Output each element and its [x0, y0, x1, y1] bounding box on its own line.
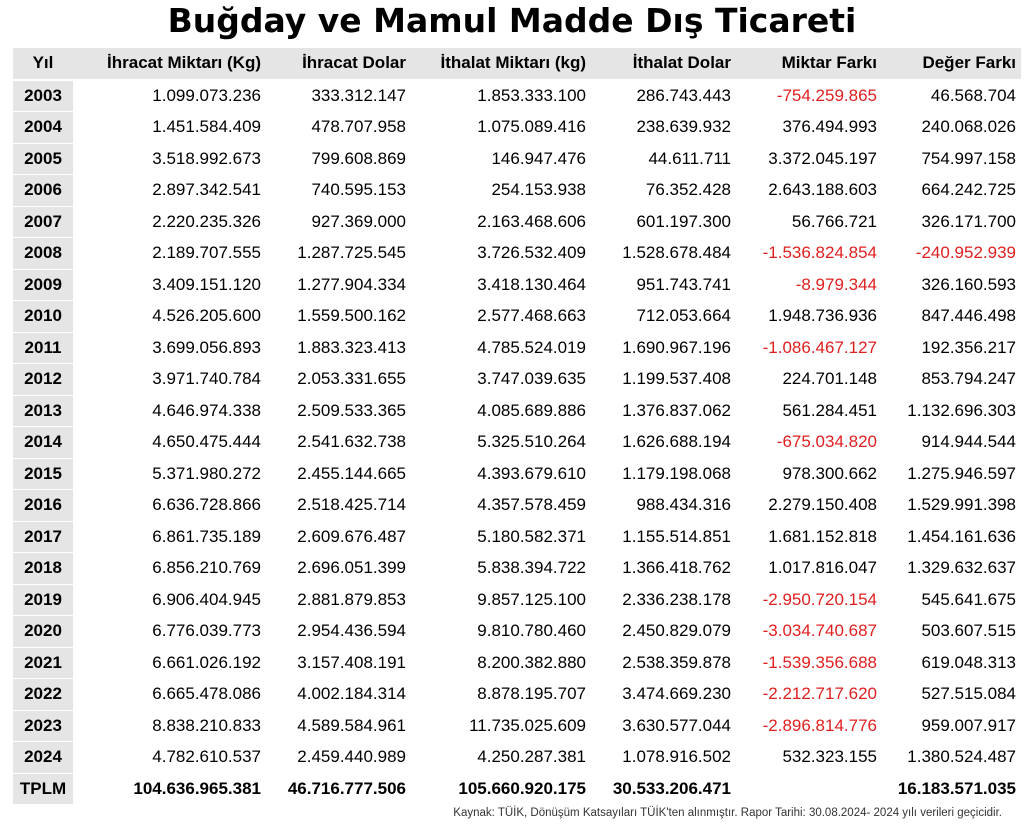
cell-quantity-difference: -675.034.820 — [736, 427, 882, 459]
cell-import-dollar: 76.352.428 — [591, 175, 736, 207]
header-quantity-difference: Miktar Farkı — [736, 48, 882, 80]
table-row — [13, 395, 1021, 427]
cell-quantity-difference: -1.539.356.688 — [736, 647, 882, 679]
cell-year: 2007 — [13, 206, 73, 238]
total-row — [13, 773, 1021, 805]
cell-import-quantity: 5.180.582.371 — [411, 521, 591, 553]
cell-import-dollar: 1.199.537.408 — [591, 364, 736, 396]
table-row — [13, 616, 1021, 648]
table-row — [13, 80, 1021, 112]
cell-value-difference: 545.641.675 — [882, 584, 1021, 616]
cell-import-dollar: 1.690.967.196 — [591, 332, 736, 364]
cell-value-difference: 1.329.632.637 — [882, 553, 1021, 585]
cell-export-dollar: 2.541.632.738 — [266, 427, 411, 459]
cell-import-dollar: 1.366.418.762 — [591, 553, 736, 585]
cell-import-quantity: 3.418.130.464 — [411, 269, 591, 301]
cell-value-difference: 326.160.593 — [882, 269, 1021, 301]
cell-value-difference: 240.068.026 — [882, 112, 1021, 144]
cell-quantity-difference: -1.536.824.854 — [736, 238, 882, 270]
cell-import-dollar: 1.376.837.062 — [591, 395, 736, 427]
cell-value-difference: 503.607.515 — [882, 616, 1021, 648]
cell-import-quantity: 2.163.468.606 — [411, 206, 591, 238]
cell-import-quantity: 9.810.780.460 — [411, 616, 591, 648]
total-import-dollar: 30.533.206.471 — [591, 773, 736, 805]
cell-export-quantity: 6.861.735.189 — [73, 521, 266, 553]
cell-import-quantity: 4.393.679.610 — [411, 458, 591, 490]
cell-import-dollar: 2.336.238.178 — [591, 584, 736, 616]
page-title: Buğday ve Mamul Madde Dış Ticareti — [167, 1, 857, 40]
cell-quantity-difference: 3.372.045.197 — [736, 143, 882, 175]
cell-export-dollar: 927.369.000 — [266, 206, 411, 238]
cell-quantity-difference: 1.017.816.047 — [736, 553, 882, 585]
cell-export-dollar: 2.459.440.989 — [266, 742, 411, 774]
cell-import-quantity: 5.838.394.722 — [411, 553, 591, 585]
total-export-quantity: 104.636.965.381 — [73, 773, 266, 805]
table-row — [13, 175, 1021, 207]
cell-year: 2013 — [13, 395, 73, 427]
cell-export-quantity: 3.409.151.120 — [73, 269, 266, 301]
cell-import-quantity: 4.785.524.019 — [411, 332, 591, 364]
header-export-quantity: İhracat Miktarı (Kg) — [73, 48, 266, 80]
cell-year: 2022 — [13, 679, 73, 711]
table-row — [13, 143, 1021, 175]
cell-value-difference: 914.944.544 — [882, 427, 1021, 459]
cell-export-dollar: 2.609.676.487 — [266, 521, 411, 553]
cell-export-quantity: 2.189.707.555 — [73, 238, 266, 270]
cell-year: 2024 — [13, 742, 73, 774]
cell-import-quantity: 1.853.333.100 — [411, 80, 591, 112]
table-row — [13, 710, 1021, 742]
cell-quantity-difference: -2.896.814.776 — [736, 710, 882, 742]
cell-export-dollar: 2.509.533.365 — [266, 395, 411, 427]
cell-year: 2023 — [13, 710, 73, 742]
cell-year: 2021 — [13, 647, 73, 679]
cell-export-dollar: 1.287.725.545 — [266, 238, 411, 270]
cell-value-difference: 527.515.084 — [882, 679, 1021, 711]
cell-import-quantity: 9.857.125.100 — [411, 584, 591, 616]
cell-value-difference: 754.997.158 — [882, 143, 1021, 175]
table-row — [13, 427, 1021, 459]
cell-export-dollar: 4.589.584.961 — [266, 710, 411, 742]
cell-import-quantity: 3.747.039.635 — [411, 364, 591, 396]
cell-export-quantity: 4.646.974.338 — [73, 395, 266, 427]
cell-export-quantity: 3.518.992.673 — [73, 143, 266, 175]
table-row — [13, 490, 1021, 522]
total-import-quantity: 105.660.920.175 — [411, 773, 591, 805]
cell-year: 2014 — [13, 427, 73, 459]
cell-value-difference: 959.007.917 — [882, 710, 1021, 742]
cell-year: 2012 — [13, 364, 73, 396]
table-row — [13, 269, 1021, 301]
cell-import-dollar: 2.450.829.079 — [591, 616, 736, 648]
total-export-dollar: 46.716.777.506 — [266, 773, 411, 805]
cell-import-dollar: 3.630.577.044 — [591, 710, 736, 742]
cell-import-quantity: 8.200.382.880 — [411, 647, 591, 679]
cell-import-quantity: 1.075.089.416 — [411, 112, 591, 144]
cell-year: 2009 — [13, 269, 73, 301]
cell-import-dollar: 3.474.669.230 — [591, 679, 736, 711]
cell-value-difference: 619.048.313 — [882, 647, 1021, 679]
cell-import-quantity: 146.947.476 — [411, 143, 591, 175]
cell-export-dollar: 4.002.184.314 — [266, 679, 411, 711]
cell-export-dollar: 2.053.331.655 — [266, 364, 411, 396]
cell-export-quantity: 4.782.610.537 — [73, 742, 266, 774]
cell-value-difference: 46.568.704 — [882, 80, 1021, 112]
cell-export-quantity: 6.661.026.192 — [73, 647, 266, 679]
table-row — [13, 332, 1021, 364]
cell-import-dollar: 2.538.359.878 — [591, 647, 736, 679]
cell-export-dollar: 740.595.153 — [266, 175, 411, 207]
cell-year: 2020 — [13, 616, 73, 648]
table-row — [13, 238, 1021, 270]
cell-year: 2004 — [13, 112, 73, 144]
cell-import-quantity: 2.577.468.663 — [411, 301, 591, 333]
cell-import-dollar: 44.611.711 — [591, 143, 736, 175]
cell-year: 2010 — [13, 301, 73, 333]
cell-export-dollar: 1.559.500.162 — [266, 301, 411, 333]
table-row — [13, 301, 1021, 333]
table-row — [13, 521, 1021, 553]
cell-quantity-difference: 1.681.152.818 — [736, 521, 882, 553]
cell-quantity-difference: -1.086.467.127 — [736, 332, 882, 364]
cell-year: 2016 — [13, 490, 73, 522]
table-row — [13, 742, 1021, 774]
cell-import-quantity: 4.250.287.381 — [411, 742, 591, 774]
cell-quantity-difference: 2.643.188.603 — [736, 175, 882, 207]
cell-export-quantity: 8.838.210.833 — [73, 710, 266, 742]
cell-export-quantity: 3.699.056.893 — [73, 332, 266, 364]
cell-quantity-difference: 978.300.662 — [736, 458, 882, 490]
cell-import-dollar: 988.434.316 — [591, 490, 736, 522]
cell-quantity-difference: -2.212.717.620 — [736, 679, 882, 711]
cell-import-quantity: 11.735.025.609 — [411, 710, 591, 742]
cell-export-quantity: 5.371.980.272 — [73, 458, 266, 490]
cell-year: 2008 — [13, 238, 73, 270]
total-value-difference: 16.183.571.035 — [882, 773, 1021, 805]
cell-value-difference: -240.952.939 — [882, 238, 1021, 270]
cell-export-dollar: 799.608.869 — [266, 143, 411, 175]
header-year: Yıl — [13, 48, 73, 80]
cell-export-dollar: 2.518.425.714 — [266, 490, 411, 522]
cell-quantity-difference: 224.701.148 — [736, 364, 882, 396]
cell-quantity-difference: 376.494.993 — [736, 112, 882, 144]
cell-quantity-difference: 2.279.150.408 — [736, 490, 882, 522]
cell-year: 2006 — [13, 175, 73, 207]
cell-import-dollar: 1.179.198.068 — [591, 458, 736, 490]
total-quantity-difference — [736, 773, 882, 805]
table-row — [13, 584, 1021, 616]
table-row — [13, 458, 1021, 490]
table-row — [13, 364, 1021, 396]
cell-import-dollar: 286.743.443 — [591, 80, 736, 112]
cell-quantity-difference: 1.948.736.936 — [736, 301, 882, 333]
cell-value-difference: 1.132.696.303 — [882, 395, 1021, 427]
cell-value-difference: 1.454.161.636 — [882, 521, 1021, 553]
cell-export-quantity: 6.856.210.769 — [73, 553, 266, 585]
cell-export-dollar: 2.881.879.853 — [266, 584, 411, 616]
header-import-dollar: İthalat Dolar — [591, 48, 736, 80]
table-row — [13, 206, 1021, 238]
cell-export-quantity: 6.636.728.866 — [73, 490, 266, 522]
cell-year: 2015 — [13, 458, 73, 490]
cell-year: 2003 — [13, 80, 73, 112]
cell-import-dollar: 951.743.741 — [591, 269, 736, 301]
cell-import-dollar: 601.197.300 — [591, 206, 736, 238]
cell-quantity-difference: 561.284.451 — [736, 395, 882, 427]
cell-import-dollar: 238.639.932 — [591, 112, 736, 144]
cell-import-quantity: 254.153.938 — [411, 175, 591, 207]
cell-quantity-difference: 56.766.721 — [736, 206, 882, 238]
cell-export-dollar: 2.954.436.594 — [266, 616, 411, 648]
cell-value-difference: 1.529.991.398 — [882, 490, 1021, 522]
cell-year: 2011 — [13, 332, 73, 364]
cell-export-dollar: 3.157.408.191 — [266, 647, 411, 679]
cell-year: 2018 — [13, 553, 73, 585]
cell-export-dollar: 333.312.147 — [266, 80, 411, 112]
trade-table — [13, 48, 1021, 805]
cell-import-quantity: 4.357.578.459 — [411, 490, 591, 522]
cell-import-quantity: 5.325.510.264 — [411, 427, 591, 459]
cell-export-dollar: 1.883.323.413 — [266, 332, 411, 364]
table-row — [13, 553, 1021, 585]
cell-value-difference: 1.380.524.487 — [882, 742, 1021, 774]
cell-export-quantity: 6.665.478.086 — [73, 679, 266, 711]
cell-export-dollar: 1.277.904.334 — [266, 269, 411, 301]
cell-export-quantity: 1.451.584.409 — [73, 112, 266, 144]
table-row — [13, 647, 1021, 679]
cell-export-dollar: 2.455.144.665 — [266, 458, 411, 490]
cell-import-dollar: 1.155.514.851 — [591, 521, 736, 553]
cell-year: 2017 — [13, 521, 73, 553]
cell-export-dollar: 478.707.958 — [266, 112, 411, 144]
cell-export-quantity: 1.099.073.236 — [73, 80, 266, 112]
cell-quantity-difference: -2.950.720.154 — [736, 584, 882, 616]
cell-quantity-difference: -3.034.740.687 — [736, 616, 882, 648]
cell-value-difference: 1.275.946.597 — [882, 458, 1021, 490]
header-import-quantity: İthalat Miktarı (kg) — [411, 48, 591, 80]
cell-import-dollar: 1.528.678.484 — [591, 238, 736, 270]
cell-quantity-difference: 532.323.155 — [736, 742, 882, 774]
header-export-dollar: İhracat Dolar — [266, 48, 411, 80]
cell-year: 2005 — [13, 143, 73, 175]
cell-import-quantity: 8.878.195.707 — [411, 679, 591, 711]
cell-export-quantity: 4.526.205.600 — [73, 301, 266, 333]
cell-import-dollar: 1.078.916.502 — [591, 742, 736, 774]
cell-import-dollar: 712.053.664 — [591, 301, 736, 333]
cell-year: 2019 — [13, 584, 73, 616]
cell-quantity-difference: -754.259.865 — [736, 80, 882, 112]
cell-quantity-difference: -8.979.344 — [736, 269, 882, 301]
table-header-row — [13, 48, 1021, 80]
source-note: Kaynak: TÜİK, Dönüşüm Katsayıları TÜİK'ten alınmıştır. Rapor Tarihi: 30.08.2024- 2024 yılı verileri geçicidir. — [453, 807, 1002, 819]
cell-value-difference: 664.242.725 — [882, 175, 1021, 207]
cell-value-difference: 847.446.498 — [882, 301, 1021, 333]
cell-import-quantity: 3.726.532.409 — [411, 238, 591, 270]
cell-export-quantity: 4.650.475.444 — [73, 427, 266, 459]
total-year: TPLM — [13, 773, 73, 805]
cell-import-quantity: 4.085.689.886 — [411, 395, 591, 427]
cell-export-quantity: 2.220.235.326 — [73, 206, 266, 238]
table-row — [13, 112, 1021, 144]
cell-value-difference: 192.356.217 — [882, 332, 1021, 364]
cell-value-difference: 326.171.700 — [882, 206, 1021, 238]
table-row — [13, 679, 1021, 711]
cell-export-quantity: 2.897.342.541 — [73, 175, 266, 207]
cell-import-dollar: 1.626.688.194 — [591, 427, 736, 459]
cell-export-dollar: 2.696.051.399 — [266, 553, 411, 585]
cell-export-quantity: 3.971.740.784 — [73, 364, 266, 396]
cell-export-quantity: 6.776.039.773 — [73, 616, 266, 648]
header-value-difference: Değer Farkı — [882, 48, 1021, 80]
cell-value-difference: 853.794.247 — [882, 364, 1021, 396]
cell-export-quantity: 6.906.404.945 — [73, 584, 266, 616]
